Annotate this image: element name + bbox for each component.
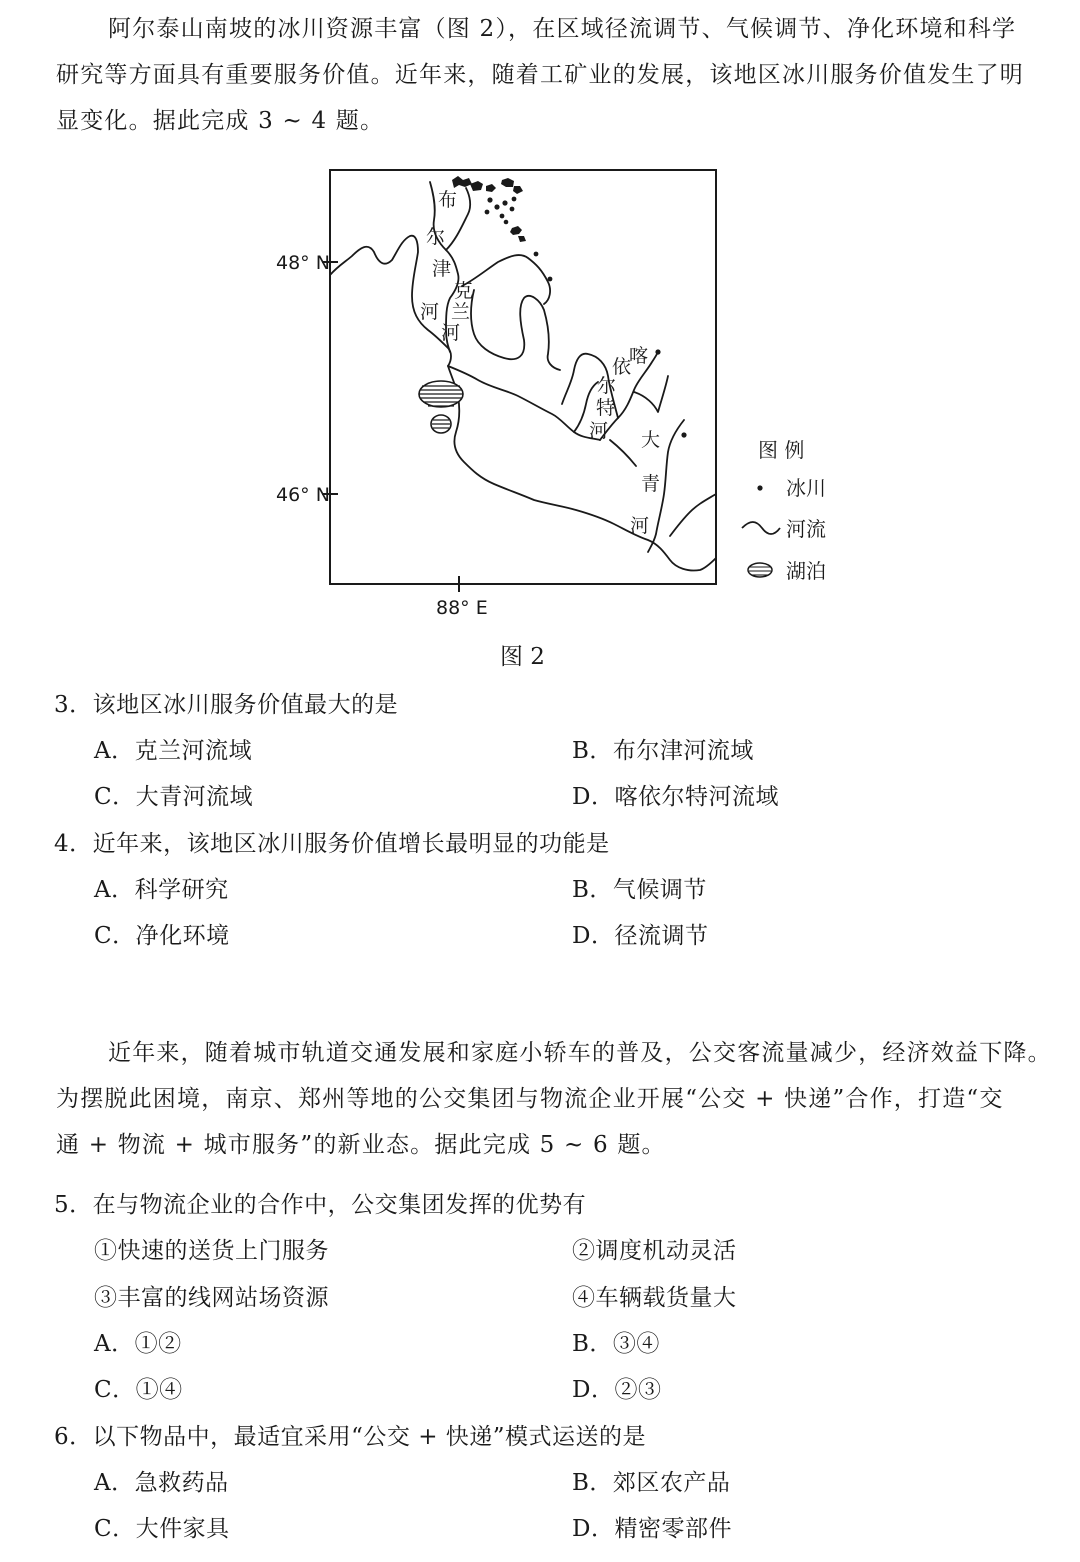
legend-title: 图 例 (758, 438, 805, 462)
river-daqing-trib (670, 494, 716, 536)
river-kelan-trib (462, 255, 550, 304)
glacier (504, 220, 509, 225)
passage-1-line-1: 阿尔泰山南坡的冰川资源丰富（图 2），在区域径流调节、气候调节、净化环境和科学 (108, 16, 1017, 42)
q6-stem: 6．以下物品中，最适宜采用“公交 + 快递”模式运送的是 (54, 1424, 647, 1450)
legend-lake-icon (748, 563, 772, 577)
q3-option-d[interactable]: D．喀依尔特河流域 (572, 784, 779, 810)
legend-glacier-label: 冰川 (786, 476, 826, 500)
q3-stem: 3．该地区冰川服务价值最大的是 (54, 692, 399, 718)
glacier (487, 197, 492, 202)
q4-stem: 4．近年来，该地区冰川服务价值增长最明显的功能是 (54, 831, 610, 857)
passage-2-line-1: 近年来，随着城市轨道交通发展和家庭小轿车的普及，公交客流量减少，经济效益下降。 (108, 1040, 1052, 1066)
lakes (419, 381, 463, 433)
q6-option-d[interactable]: D．精密零部件 (572, 1516, 732, 1542)
q5-option-a[interactable]: A．①② (94, 1331, 182, 1357)
q6-option-a[interactable]: A．急救药品 (94, 1470, 229, 1496)
label-kaerte-3: 尔 (597, 375, 617, 397)
glacier (510, 207, 515, 212)
label-burqin-2: 尔 (426, 226, 446, 248)
passage-1-line-2: 研究等方面具有重要服务价值。近年来，随着工矿业的发展，该地区冰川服务价值发生了明 (56, 62, 1024, 88)
glacier-marks (452, 176, 687, 438)
q5-item-3: ③丰富的线网站场资源 (94, 1285, 329, 1311)
q3-option-c[interactable]: C．大青河流域 (94, 784, 254, 810)
label-kelan-2: 兰 (451, 301, 471, 323)
label-kaerte-4: 特 (596, 397, 616, 419)
lat-46-label: 46° N (276, 484, 330, 506)
glacier (500, 214, 505, 219)
q5-option-b[interactable]: B．③④ (572, 1331, 660, 1357)
label-kelan-3: 河 (441, 322, 461, 344)
q5-item-2: ②调度机动灵活 (572, 1238, 737, 1264)
glacier (485, 210, 490, 215)
glacier (494, 204, 499, 209)
q6-option-c[interactable]: C．大件家具 (94, 1516, 230, 1542)
q5-option-d[interactable]: D．②③ (572, 1377, 662, 1403)
q4-option-c[interactable]: C．净化环境 (94, 923, 230, 949)
glacier-cluster (518, 236, 526, 242)
q3-option-a[interactable]: A．克兰河流域 (94, 738, 253, 764)
lon-88-label: 88° E (436, 597, 488, 619)
passage-2-line-3: 通 + 物流 + 城市服务”的新业态。据此完成 5 ~ 6 题。 (56, 1132, 666, 1158)
passage-2 (56, 1030, 1056, 1168)
label-kaerte-5: 河 (589, 420, 609, 442)
label-burqin-4: 河 (420, 301, 440, 323)
glacier (681, 432, 686, 437)
label-kelan-1: 克 (454, 280, 474, 302)
label-burqin-1: 布 (438, 189, 458, 211)
glacier-cluster (452, 176, 472, 188)
river-irtysh-lower (448, 366, 716, 571)
label-daqing-1: 大 (641, 429, 661, 451)
q3-option-b[interactable]: B．布尔津河流域 (572, 738, 754, 764)
figure-caption: 图 2 (500, 644, 545, 670)
label-kaerte-2: 依 (612, 356, 632, 378)
legend-glacier-icon (757, 485, 762, 490)
q4-option-d[interactable]: D．径流调节 (572, 923, 709, 949)
glacier-cluster (510, 226, 522, 235)
label-daqing-2: 青 (641, 473, 661, 495)
label-kaerte-1: 喀 (629, 345, 649, 367)
legend-lake-label: 湖泊 (786, 559, 826, 583)
q4-option-a[interactable]: A．科学研究 (94, 877, 229, 903)
glacier-map (0, 0, 1080, 640)
passage-2-line-2: 为摆脱此困境，南京、郑州等地的公交集团与物流企业开展“公交 + 快递”合作，打造“交 (56, 1086, 1004, 1112)
lat-48-label: 48° N (276, 252, 330, 274)
glacier-cluster (501, 178, 514, 187)
label-burqin-3: 津 (432, 258, 452, 280)
glacier (512, 197, 517, 202)
glacier-cluster (513, 186, 523, 194)
q6-option-b[interactable]: B．郊区农产品 (572, 1470, 731, 1496)
q5-stem: 5．在与物流企业的合作中，公交集团发挥的优势有 (54, 1192, 587, 1218)
glacier-cluster (486, 184, 496, 192)
map-legend (742, 438, 826, 583)
q5-option-c[interactable]: C．①④ (94, 1377, 183, 1403)
legend-river-icon (742, 522, 780, 534)
river-trib-small (610, 440, 636, 466)
label-daqing-3: 河 (630, 515, 650, 537)
q5-item-4: ④车辆载货量大 (572, 1285, 737, 1311)
legend-river-label: 河流 (786, 517, 826, 541)
glacier (534, 252, 539, 257)
river-labels (420, 189, 660, 537)
q5-item-1: ①快速的送货上门服务 (94, 1238, 329, 1264)
glacier (502, 200, 507, 205)
passage-1-line-3: 显变化。据此完成 3 ~ 4 题。 (56, 108, 385, 134)
q4-option-b[interactable]: B．气候调节 (572, 877, 707, 903)
glacier-cluster (470, 181, 483, 191)
